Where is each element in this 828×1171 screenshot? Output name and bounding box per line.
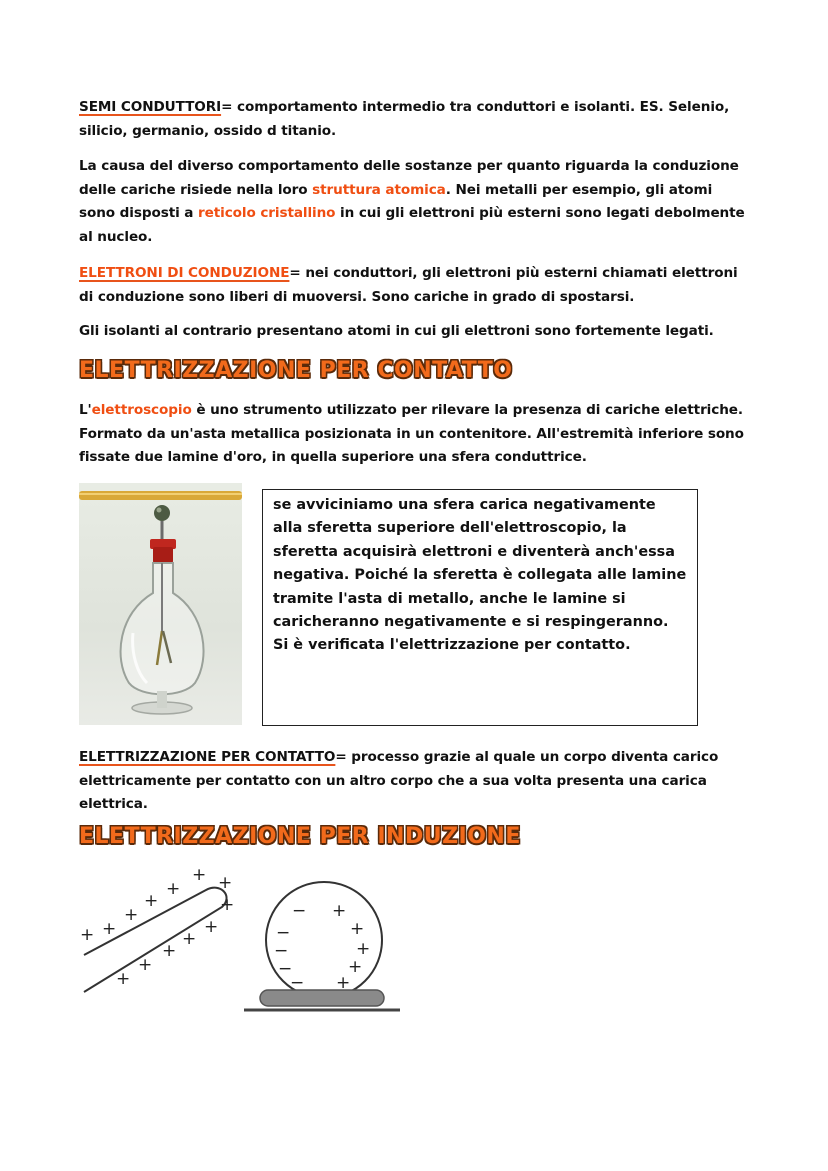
paragraph-definizione-contatto — [79, 746, 751, 817]
sphere-charges — [274, 901, 370, 993]
paragraph-semiconduttori — [79, 96, 751, 143]
plus-sign: + — [102, 919, 117, 939]
heading-elettrizzazione-induzione: ELETTRIZZAZIONE PER INDUZIONE — [79, 824, 521, 849]
plus-sign: + — [182, 929, 197, 949]
minus-sign: − — [292, 901, 307, 921]
highlight-reticolo-cristallino: reticolo cristallino — [198, 205, 336, 221]
plus-sign: + — [204, 917, 219, 937]
definition-semiconduttori: = comportamento intermedio tra conduttori e isolanti. ES. Selenio, silicio, germanio, ossido d titanio. — [79, 99, 730, 139]
minus-sign: − — [290, 973, 305, 993]
definition-elettrizzazione-contatto: = processo grazie al quale un corpo diventa carico elettricamente per contatto con un altro corpo che a sua volta presenta una carica elettrica. — [79, 749, 719, 812]
plus-sign: + — [138, 955, 153, 975]
isolanti-text: Gli isolanti al contrario presentano atomi in cui gli elettroni sono fortemente legati. — [79, 323, 714, 339]
electroscope-illustration — [79, 483, 242, 725]
causa-part1: La causa del diverso comportamento delle sostanze per quanto riguarda la conduzione delle cariche risiede nella loro — [79, 158, 739, 198]
causa-part2: . Nei metalli per esempio, gli atomi sono disposti a — [79, 181, 713, 221]
highlight-elettroscopio: elettroscopio — [91, 402, 192, 418]
plus-sign: + — [348, 957, 363, 977]
definition-elettroni-conduzione: = nei conduttori, gli elettroni più esterni chiamati elettroni di conduzione sono liberi di muoversi. Sono cariche in grado di spostarsi. — [79, 265, 738, 305]
elettroscopio-prefix: L' — [79, 402, 92, 418]
plus-sign: + — [220, 895, 235, 915]
plus-sign: + — [356, 939, 371, 959]
paragraph-elettroni-conduzione — [79, 262, 751, 309]
plus-sign: + — [336, 973, 351, 993]
plus-sign: + — [162, 941, 177, 961]
charged-rod — [79, 491, 242, 500]
plus-sign: + — [166, 879, 181, 899]
causa-part3: in cui gli elettroni più esterni sono legati debolmente al nucleo. — [79, 205, 745, 245]
explanation-text: se avviciniamo una sfera carica negativamente alla sferetta superiore dell'elettroscopio, la sferetta acquisirà elettroni e diventerà anch'essa negativa. Poiché la sferetta è collegata alle lamine tramite l'asta di metallo, anche le lamine si caricheranno negativamente e si respingeranno. Si è verificata l'elettrizzazione per contatto. — [273, 497, 687, 654]
term-elettrizzazione-contatto: ELETTRIZZAZIONE PER CONTATTO — [79, 749, 336, 765]
minus-sign: − — [276, 923, 291, 943]
plus-sign: + — [116, 969, 131, 989]
paragraph-causa — [79, 155, 751, 249]
induction-diagram — [78, 860, 408, 1020]
plus-sign: + — [350, 919, 365, 939]
plus-sign: + — [144, 891, 159, 911]
explanation-box — [262, 489, 698, 726]
rod-charges — [80, 865, 234, 989]
term-semiconduttori: SEMI CONDUTTORI — [79, 99, 222, 115]
plus-sign: + — [218, 873, 233, 893]
plus-sign: + — [332, 901, 347, 921]
heading-elettrizzazione-contatto: ELETTRIZZAZIONE PER CONTATTO — [79, 358, 513, 383]
plus-sign: + — [192, 865, 207, 885]
electroscope-photo — [79, 483, 242, 725]
minus-sign: − — [278, 959, 293, 979]
highlight-struttura-atomica: struttura atomica — [312, 181, 446, 198]
electroscope-sphere — [154, 505, 170, 521]
paragraph-elettroscopio — [79, 399, 751, 470]
term-elettroni-conduzione: ELETTRONI DI CONDUZIONE — [79, 265, 290, 281]
plus-sign: + — [80, 925, 95, 945]
paragraph-isolanti — [79, 320, 751, 344]
elettroscopio-text: è uno strumento utilizzato per rilevare la presenza di cariche elettriche. Formato da un'asta metallica posizionata in un contenitore. All'estremità inferiore sono fissate due lamine d'oro, in quella superiore una sfera conduttrice. — [79, 402, 744, 465]
minus-sign: − — [274, 941, 289, 961]
plus-sign: + — [124, 905, 139, 925]
sphere-stand — [260, 990, 384, 1006]
